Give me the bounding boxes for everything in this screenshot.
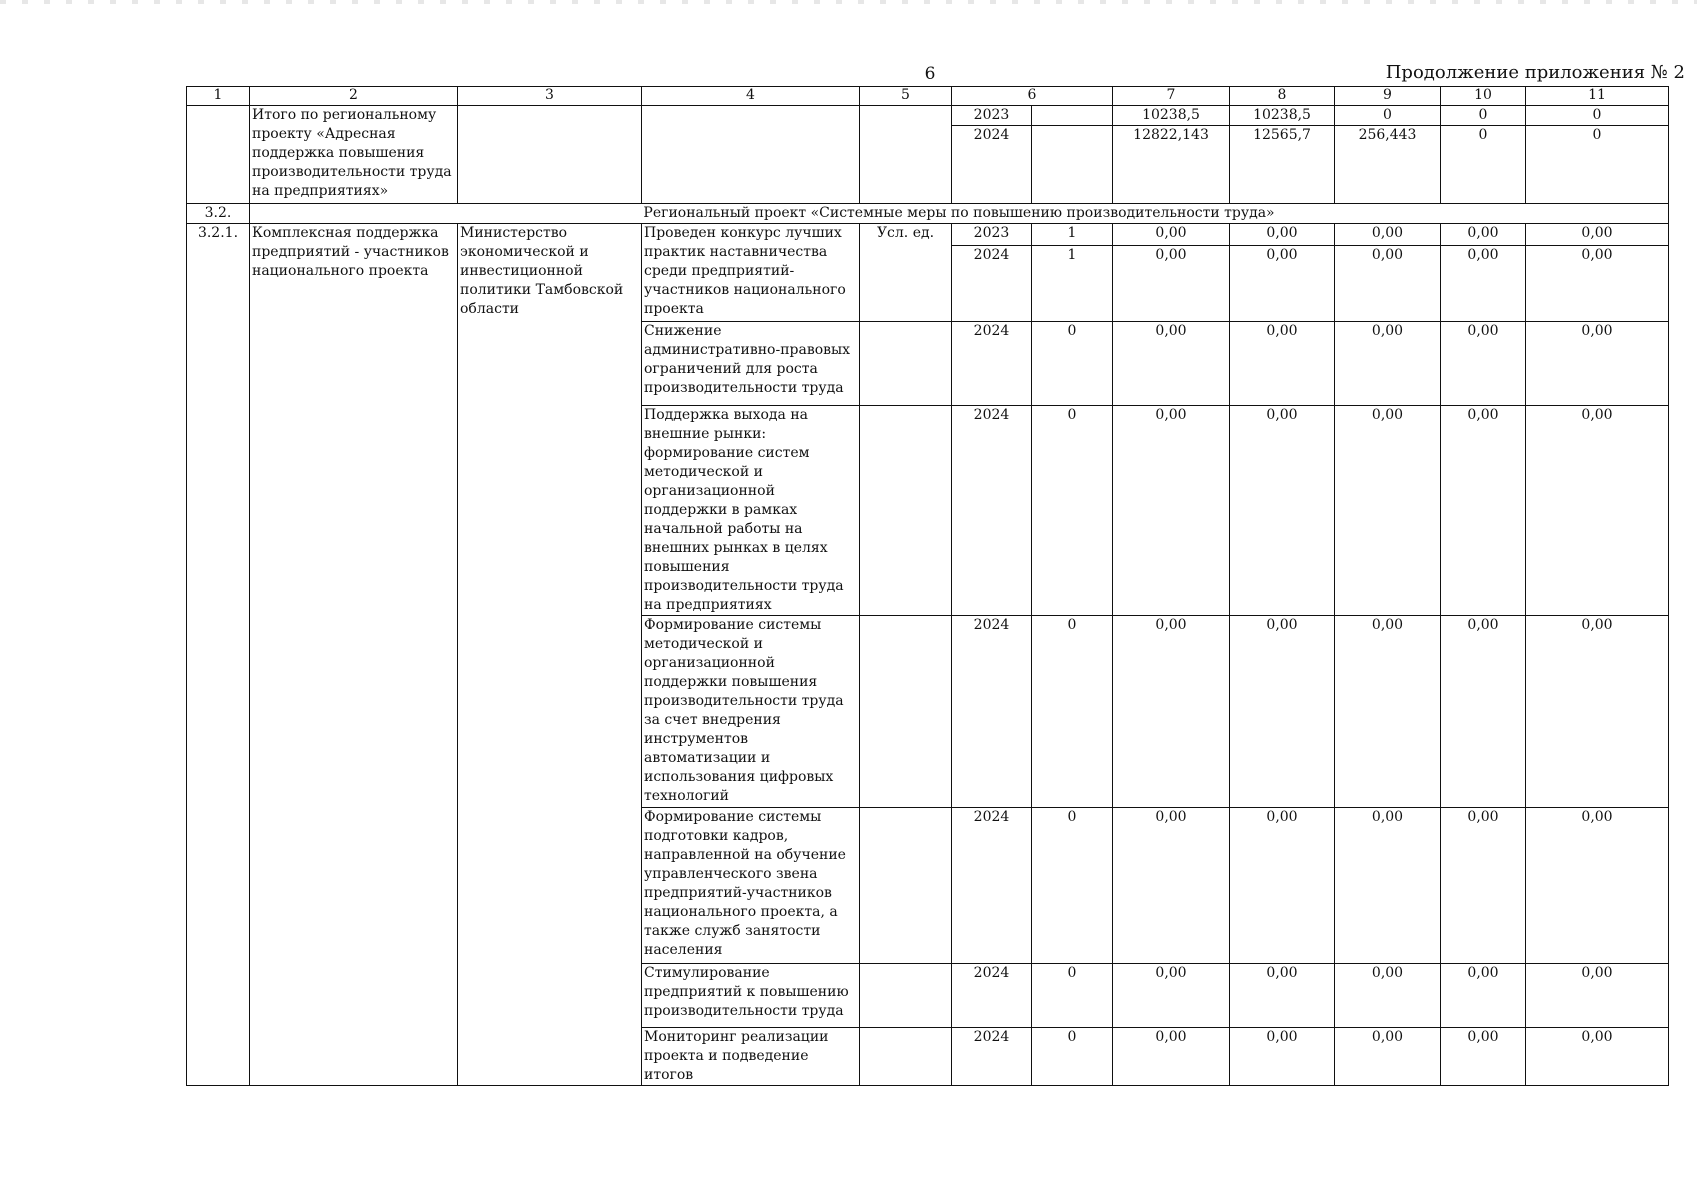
indicator-c7: 0,00 (1113, 1028, 1230, 1086)
indicator-c9: 0,00 (1335, 808, 1441, 964)
section-title: Региональный проект «Системные меры по повышению производительности труда» (250, 204, 1669, 224)
item-name: Комплексная поддержка предприятий - участников национального проекта (250, 224, 458, 1086)
header-col-10: 10 (1441, 87, 1526, 106)
indicator-text: Мониторинг реализации проекта и подведение итогов (642, 1028, 860, 1086)
total-c11: 0 (1526, 126, 1669, 204)
indicator-c10: 0,00 (1441, 808, 1526, 964)
header-col-8: 8 (1230, 87, 1335, 106)
budget-table (186, 86, 1669, 1086)
indicator-unit (860, 808, 952, 964)
indicator-c8: 0,00 (1230, 322, 1335, 406)
indicator-c8: 0,00 (1230, 964, 1335, 1028)
total-name: Итого по региональному проекту «Адресная поддержка повышения производительности труда на предприятиях» (250, 106, 458, 204)
indicator-c10: 0,00 (1441, 1028, 1526, 1086)
total-c7: 12822,143 (1113, 126, 1230, 204)
indicator-c8: 0,00 (1230, 1028, 1335, 1086)
indicator-year: 2024 (952, 964, 1032, 1028)
total-num-cell (187, 106, 250, 204)
indicator-row (187, 224, 1669, 246)
indicator-c9: 0,00 (1335, 1028, 1441, 1086)
indicator-value: 1 (1032, 246, 1113, 322)
indicator-c10: 0,00 (1441, 964, 1526, 1028)
indicator-year: 2024 (952, 406, 1032, 616)
indicator-c10: 0,00 (1441, 224, 1526, 246)
indicator-year: 2024 (952, 616, 1032, 808)
section-row (187, 204, 1669, 224)
indicator-c7: 0,00 (1113, 246, 1230, 322)
total-c7: 10238,5 (1113, 106, 1230, 126)
section-num: 3.2. (187, 204, 250, 224)
total-indicator-cell (642, 106, 860, 204)
total-c11: 0 (1526, 106, 1669, 126)
indicator-unit (860, 964, 952, 1028)
indicator-unit (860, 406, 952, 616)
indicator-text: Снижение административно-правовых ограничений для роста производительности труда (642, 322, 860, 406)
total-c9: 0 (1335, 106, 1441, 126)
total-unit-cell (860, 106, 952, 204)
indicator-c11: 0,00 (1526, 406, 1669, 616)
header-col-1: 1 (187, 87, 250, 106)
indicator-c10: 0,00 (1441, 406, 1526, 616)
indicator-c7: 0,00 (1113, 616, 1230, 808)
indicator-c11: 0,00 (1526, 1028, 1669, 1086)
indicator-value: 0 (1032, 406, 1113, 616)
indicator-value: 0 (1032, 808, 1113, 964)
indicator-value: 0 (1032, 964, 1113, 1028)
indicator-c10: 0,00 (1441, 616, 1526, 808)
indicator-value: 0 (1032, 616, 1113, 808)
indicator-value: 0 (1032, 322, 1113, 406)
indicator-c11: 0,00 (1526, 808, 1669, 964)
total-year: 2023 (952, 106, 1032, 126)
indicator-unit (860, 616, 952, 808)
indicator-text: Формирование системы методической и организационной поддержки повышения производительности труда за счет внедрения инструментов автоматизации и использования цифровых технологий (642, 616, 860, 808)
indicator-year: 2024 (952, 808, 1032, 964)
indicator-c8: 0,00 (1230, 616, 1335, 808)
total-c8: 10238,5 (1230, 106, 1335, 126)
indicator-unit: Усл. ед. (860, 224, 952, 322)
indicator-text: Проведен конкурс лучших практик наставничества среди предприятий-участников национального проекта (642, 224, 860, 322)
indicator-c8: 0,00 (1230, 246, 1335, 322)
indicator-c9: 0,00 (1335, 406, 1441, 616)
header-col-4: 4 (642, 87, 860, 106)
indicator-text: Стимулирование предприятий к повышению производительности труда (642, 964, 860, 1028)
scan-edge-noise (0, 0, 1697, 4)
indicator-unit (860, 1028, 952, 1086)
total-c8: 12565,7 (1230, 126, 1335, 204)
indicator-text: Формирование системы подготовки кадров, направленной на обучение управленческого звена предприятий-участников национального проекта, а также служб занятости населения (642, 808, 860, 964)
page-number: 6 (924, 64, 936, 84)
total-c9: 256,443 (1335, 126, 1441, 204)
indicator-year: 2024 (952, 1028, 1032, 1086)
total-executor-cell (458, 106, 642, 204)
indicator-c9: 0,00 (1335, 322, 1441, 406)
indicator-c8: 0,00 (1230, 224, 1335, 246)
header-col-6: 6 (952, 87, 1113, 106)
indicator-c11: 0,00 (1526, 246, 1669, 322)
indicator-c7: 0,00 (1113, 406, 1230, 616)
indicator-unit (860, 322, 952, 406)
header-col-3: 3 (458, 87, 642, 106)
indicator-c7: 0,00 (1113, 964, 1230, 1028)
total-c10: 0 (1441, 126, 1526, 204)
indicator-c11: 0,00 (1526, 964, 1669, 1028)
total-year: 2024 (952, 126, 1032, 204)
header-col-11: 11 (1526, 87, 1669, 106)
header-col-5: 5 (860, 87, 952, 106)
indicator-year: 2024 (952, 246, 1032, 322)
indicator-value: 1 (1032, 224, 1113, 246)
indicator-c9: 0,00 (1335, 964, 1441, 1028)
header-col-2: 2 (250, 87, 458, 106)
total-c10: 0 (1441, 106, 1526, 126)
header-col-7: 7 (1113, 87, 1230, 106)
indicator-c8: 0,00 (1230, 808, 1335, 964)
indicator-c7: 0,00 (1113, 808, 1230, 964)
item-num: 3.2.1. (187, 224, 250, 1086)
indicator-text: Поддержка выхода на внешние рынки: формирование систем методической и организационной поддержки в рамках начальной работы на внешних рынках в целях повышения производительности труда на предприятиях (642, 406, 860, 616)
indicator-c11: 0,00 (1526, 224, 1669, 246)
indicator-c10: 0,00 (1441, 246, 1526, 322)
total-value-cell (1032, 126, 1113, 204)
item-executor: Министерство экономической и инвестиционной политики Тамбовской области (458, 224, 642, 1086)
indicator-c7: 0,00 (1113, 224, 1230, 246)
indicator-c9: 0,00 (1335, 246, 1441, 322)
appendix-label: Продолжение приложения № 2 (1385, 62, 1685, 83)
indicator-c11: 0,00 (1526, 322, 1669, 406)
indicator-year: 2023 (952, 224, 1032, 246)
indicator-c8: 0,00 (1230, 406, 1335, 616)
indicator-value: 0 (1032, 1028, 1113, 1086)
total-row-2023 (187, 106, 1669, 126)
indicator-year: 2024 (952, 322, 1032, 406)
total-value-cell (1032, 106, 1113, 126)
indicator-c9: 0,00 (1335, 224, 1441, 246)
indicator-c10: 0,00 (1441, 322, 1526, 406)
indicator-c9: 0,00 (1335, 616, 1441, 808)
indicator-c11: 0,00 (1526, 616, 1669, 808)
header-row (187, 87, 1669, 106)
header-col-9: 9 (1335, 87, 1441, 106)
indicator-c7: 0,00 (1113, 322, 1230, 406)
